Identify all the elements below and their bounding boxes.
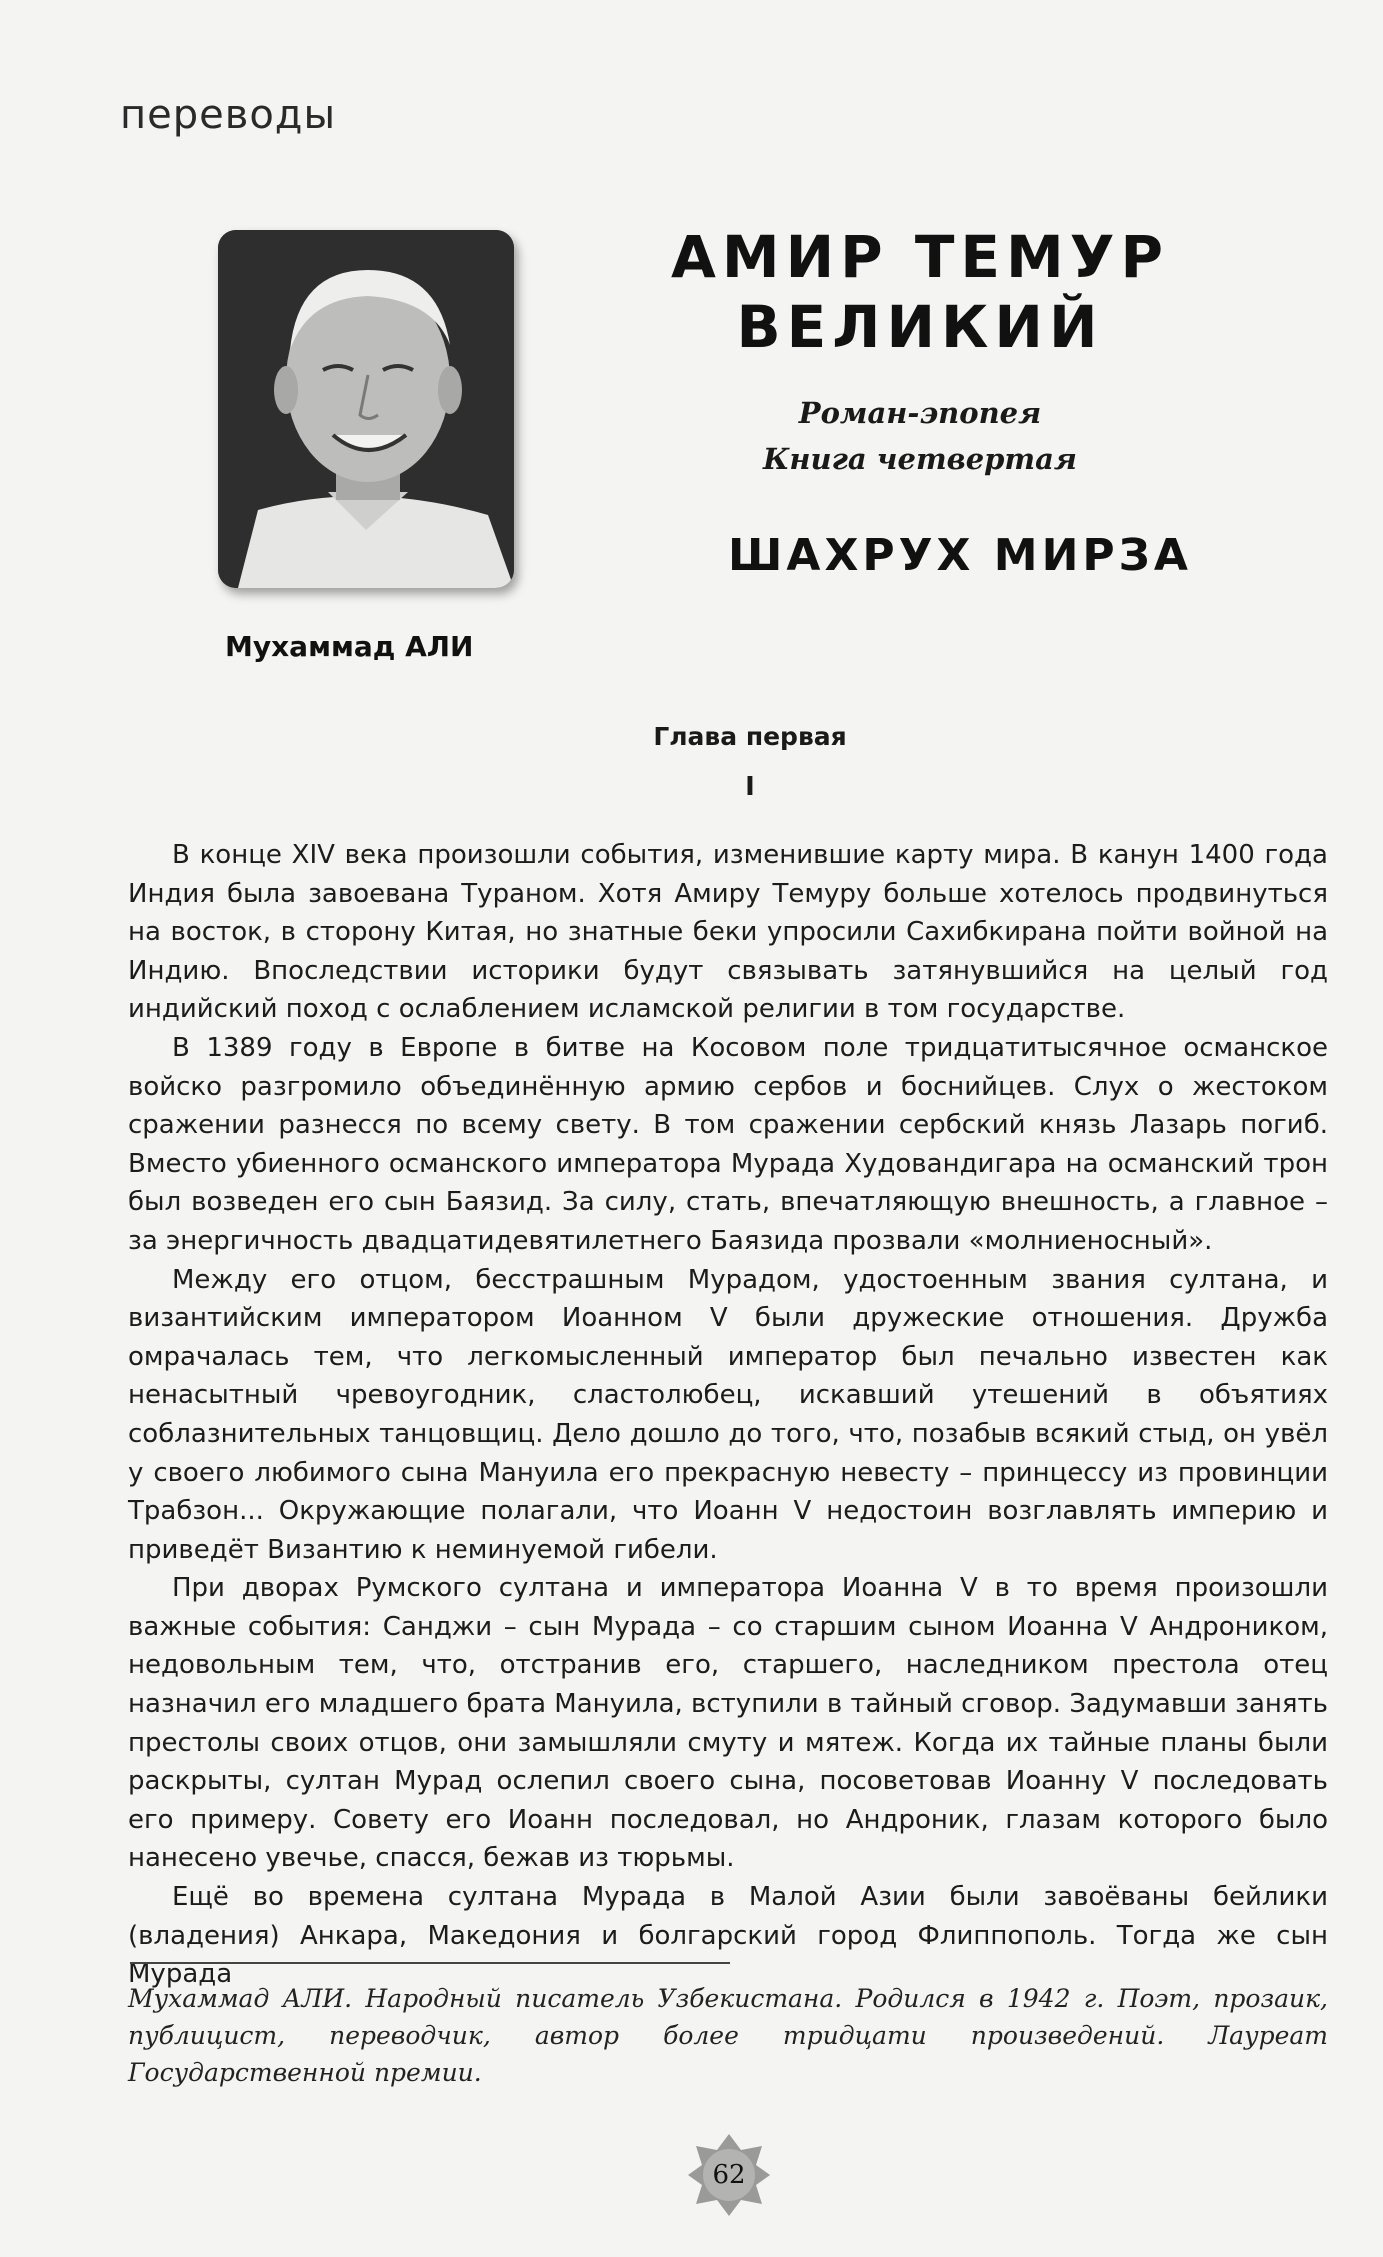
title-line-2: ВЕЛИКИЙ <box>736 293 1104 361</box>
title-line-1: АМИР ТЕМУР <box>671 223 1169 291</box>
footnote-text: Мухаммад АЛИ. Народный писатель Узбекистана. Родился в 1942 г. Поэт, прозаик, публицист, переводчик, автор более тридцати произведений. Лауреат Государственной премии. <box>128 1984 1328 2087</box>
chapter-label: Глава первая <box>653 722 847 751</box>
author-name: Мухаммад АЛИ <box>225 630 474 663</box>
paragraph: Ещё во времена султана Мурада в Малой Азии были завоёваны бейлики (владения) Анкара, Македония и болгарский город Флиппополь. Тогда же сын Мурада <box>128 1882 1328 1990</box>
paragraph: В 1389 году в Европе в битве на Косовом поле тридцатитысячное османское войско разгромило объединённую армию сербов и боснийцев. Слух о жестоком сражении разнесся по всему свету. В том сражении сербский князь Лазарь погиб. Вместо убиенного османского императора Мурада Худовандигара на османский трон был возведен его сын Баязид. За силу, стать, впечатляющую внешность, а главное – за энергичность двадцатидевятилетнего Баязида прозвали «молниеносный». <box>128 1032 1328 1256</box>
page-number: 62 <box>712 2160 746 2190</box>
paragraph: В конце XIV века произошли события, изменившие карту мира. В канун 1400 года Индия была завоевана Тураном. Хотя Амиру Темуру больше хотелось продвинуться на восток, в сторону Китая, но знатные беки упросили Сахибкирана пойти войной на Индию. Впоследствии историки будут связывать затянувшийся на целый год индийский поход с ослаблением исламской религии в том государстве. <box>128 840 1328 1025</box>
footnote <box>128 1980 1328 2091</box>
chapter-number: I <box>745 772 755 802</box>
book-title: ШАХРУХ МИРЗА <box>728 530 1192 581</box>
paragraph: Между его отцом, бесстрашным Мурадом, удостоенным звания султана, и византийским императором Иоанном V были дружеские отношения. Дружба омрачалась тем, что легкомысленный император был печально известен как ненасытный чревоугодник, сластолюбец, искавший утешений в объятиях соблазнительных танцовщиц. Дело дошло до того, что, позабыв всякий стыд, он увёл у своего любимого сына Мануила его прекрасную невесту – принцессу из провинции Трабзон... Окружающие полагали, что Иоанн V недостоин возглавлять империю и приведёт Византию к неминуемой гибели. <box>128 1264 1328 1565</box>
book-number-label: Книга четвертая <box>762 442 1077 476</box>
section-label: переводы <box>120 92 337 138</box>
footnote-divider <box>130 1962 730 1964</box>
article-body <box>128 836 1328 1994</box>
genre-label: Роман-эпопея <box>798 396 1042 430</box>
page-number-badge <box>686 2132 772 2218</box>
subtitle <box>700 390 1140 482</box>
page-title <box>640 222 1200 362</box>
paragraph: При дворах Румского султана и императора Иоанна V в то время произошли важные события: Санджи – сын Мурада – со старшим сыном Иоанна V Андроником, недовольным тем, что, отстранив его, старшего, наследником престола отец назначил его младшего брата Мануила, вступили в тайный сговор. Задумавши занять престолы своих отцов, они замышляли смуту и мятеж. Когда их тайные планы были раскрыты, султан Мурад ослепил своего сына, посоветовав Иоанну V последовать его примеру. Совету его Иоанн последовал, но Андроник, глазам которого было нанесено увечье, спасся, бежав из тюрьмы. <box>128 1573 1328 1874</box>
author-photo <box>218 230 514 588</box>
